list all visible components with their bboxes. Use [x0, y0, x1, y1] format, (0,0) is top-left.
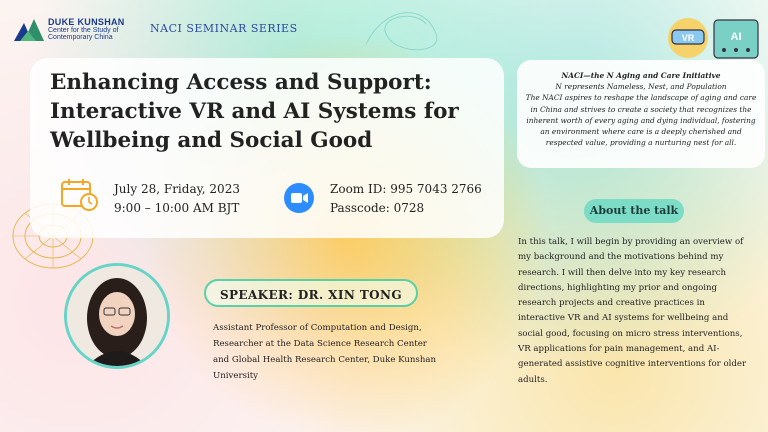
event-date: July 28, Friday, 2023	[114, 182, 240, 196]
event-info-card	[30, 58, 504, 238]
zoom-icon	[284, 183, 314, 213]
speaker-bio: Assistant Professor of Computation and Design, Researcher at the Data Science Research Center and Global Health Research Center, Duke Kunshan University	[213, 323, 437, 381]
zoom-id[interactable]: Zoom ID: 995 7043 2766	[330, 182, 482, 196]
calendar-clock-icon	[60, 178, 100, 212]
about-talk-text: In this talk, I will begin by providing an overview of my background and the motivations behind my research. I will then delve into my key research directions, highlighting my prior and ongoing research projects and creative practices in interactive VR and AI systems for wellbeing and social good, focusing on micro stress interventions, VR applications for pain management, and AI-generated assistive cognitive interventions for older adults.	[518, 237, 747, 385]
speaker-avatar	[64, 263, 170, 369]
naci-text	[523, 70, 759, 148]
vr-ai-icon	[664, 14, 764, 64]
mountain-logo-icon	[14, 19, 44, 41]
logo-subtitle-line1: Center for the Study of	[48, 27, 119, 34]
speaker-portrait	[67, 266, 167, 366]
speaker-label: SPEAKER: DR. XIN TONG	[204, 279, 418, 307]
naci-subheading: N represents Nameless, Nest, and Population	[555, 82, 727, 92]
about-talk-label: About the talk	[584, 199, 684, 223]
abstract-line-decoration	[356, 4, 446, 58]
naci-info-card	[517, 60, 765, 168]
event-datetime	[114, 180, 240, 218]
logo-title: DUKE KUNSHAN	[48, 17, 125, 27]
zoom-details	[330, 180, 482, 218]
naci-heading: NACI—the N Aging and Care Initiative	[561, 71, 721, 80]
seminar-series-label: NACI SEMINAR SERIES	[150, 22, 298, 35]
zoom-passcode[interactable]: Passcode: 0728	[330, 201, 425, 215]
logo-subtitle-line2: Contemporary China	[48, 34, 113, 41]
talk-title: Enhancing Access and Support: Interactive VR and AI Systems for Wellbeing and Social Good	[50, 70, 459, 153]
svg-text:AI: AI	[730, 31, 742, 43]
naci-body: The NACI aspires to reshape the landscape of aging and care in China and strives to create a society that recognizes the inherent worth of every aging and dying individual, fostering an environment where care is a deeply cherished and respected value, providing a nurturing nest for all.	[525, 93, 757, 148]
event-time: 9:00 – 10:00 AM BJT	[114, 201, 240, 215]
svg-text:VR: VR	[681, 33, 695, 43]
